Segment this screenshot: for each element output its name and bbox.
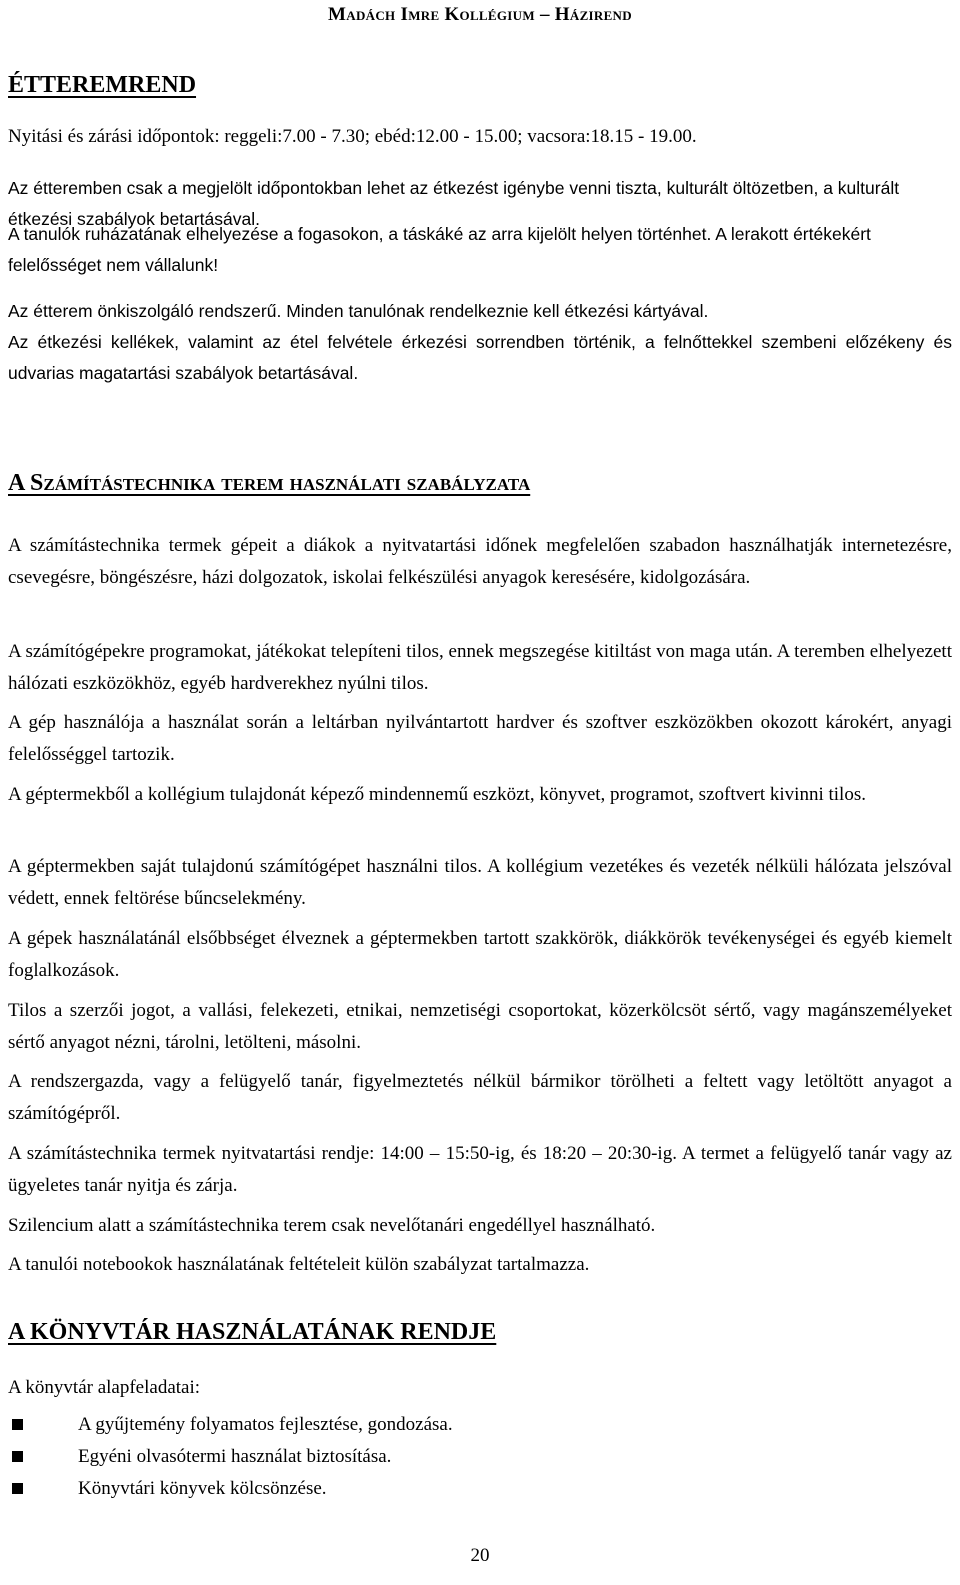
computer-paragraph-notebooks: A tanulói notebookok használatának feltételeit külön szabályzat tartalmazza. xyxy=(8,1254,590,1275)
restaurant-paragraph-attire: Az étteremben csak a megjelölt időpontokban lehet az étkezést igénybe venni tiszta, kulturált öltözetben, a kulturált étkezési szabályok betartásával. xyxy=(8,178,900,229)
library-task-list xyxy=(8,1409,453,1505)
list-item-text: Könyvtári könyvek kölcsönzése. xyxy=(78,1478,327,1499)
restaurant-paragraph-self-service: Az étterem önkiszolgáló rendszerű. Minden tanulónak rendelkeznie kell étkezési kártyával. xyxy=(8,301,709,321)
computer-paragraph-priority: A gépek használatánál elsőbbséget élveznek a géptermekben tartott szakkörök, diákkörök tevékenységei és egyéb kiemelt foglalkozások. xyxy=(8,928,952,981)
list-item xyxy=(8,1409,453,1441)
section-title-restaurant: ÉTTEREMREND xyxy=(8,72,197,98)
restaurant-paragraph-hours: Nyitási és zárási időpontok: reggeli:7.00 - 7.30; ebéd:12.00 - 15.00; vacsora:18.15 - 19.00. xyxy=(8,126,697,147)
section-title-library: A KÖNYVTÁR HASZNÁLATÁNAK RENDJE xyxy=(8,1319,497,1345)
square-bullet-icon xyxy=(12,1483,23,1494)
computer-paragraph-installation: A számítógépekre programokat, játékokat telepíteni tilos, ennek megszegése kitiltást von maga után. A teremben elhelyezett hálózati eszközökhöz, egyéb hardverekhez nyúlni tilos. xyxy=(8,641,952,694)
computer-paragraph-silence: Szilencium alatt a számítástechnika terem csak nevelőtanári engedéllyel használható. xyxy=(8,1215,656,1236)
restaurant-paragraph-clothing: A tanulók ruházatának elhelyezése a fogasokon, a táskáké az arra kijelölt helyen történhet. A lerakott értékekért felelősséget nem vállalunk! xyxy=(8,224,871,275)
computer-paragraph-opening-hours: A számítástechnika termek nyitvatartási rendje: 14:00 – 15:50-ig, és 18:20 – 20:30-ig. A termet a felügyelő tanár vagy az ügyeletes tanár nyitja és zárja. xyxy=(8,1143,952,1196)
running-header: Madách Imre Kollégium – Házirend xyxy=(328,4,632,25)
computer-paragraph-removal: A géptermekből a kollégium tulajdonát képező mindennemű eszközt, könyvet, programot, szoftvert kivinni tilos. xyxy=(8,784,866,805)
computer-paragraph-usage: A számítástechnika termek gépeit a diákok a nyitvatartási időnek megfelelően szabadon használhatják internetezésre, csevegésre, böngészésre, házi dolgozatok, iskolai felkészülési anyagok keresésére, kidolgozására. xyxy=(8,535,952,588)
library-intro: A könyvtár alapfeladatai: xyxy=(8,1377,201,1398)
section-title-computer-room: A Számítástechnika terem használati szabályzata xyxy=(8,470,531,496)
list-item xyxy=(8,1441,453,1473)
list-item-text: Egyéni olvasótermi használat biztosítása. xyxy=(78,1446,392,1467)
computer-paragraph-liability: A gép használója a használat során a leltárban nyilvántartott hardver és szoftver eszközökben okozott károkért, anyagi felelősséggel tartozik. xyxy=(8,712,952,765)
list-item-text: A gyűjtemény folyamatos fejlesztése, gondozása. xyxy=(78,1414,453,1435)
square-bullet-icon xyxy=(12,1419,23,1430)
computer-paragraph-forbidden-content: Tilos a szerzői jogot, a vallási, felekezeti, etnikai, nemzetiségi csoportokat, közerkölcsöt sértő, vagy magánszemélyeket sértő anyagot nézni, tárolni, letölteni, másolni. xyxy=(8,1000,952,1053)
computer-paragraph-own-devices: A géptermekben saját tulajdonú számítógépet használni tilos. A kollégium vezetékes és vezeték nélküli hálózata jelszóval védett, ennek feltörése bűncselekmény. xyxy=(8,856,952,909)
square-bullet-icon xyxy=(12,1451,23,1462)
restaurant-paragraph-etiquette: Az étkezési kellékek, valamint az étel felvétele érkezési sorrendben történik, a felnőttekkel szembeni előzékeny és udvarias magatartási szabályok betartásával. xyxy=(8,332,952,383)
computer-paragraph-admin: A rendszergazda, vagy a felügyelő tanár, figyelmeztetés nélkül bármikor törölheti a feltett vagy letöltött anyagot a számítógépről. xyxy=(8,1071,952,1124)
list-item xyxy=(8,1473,453,1505)
page-number: 20 xyxy=(470,1545,490,1566)
